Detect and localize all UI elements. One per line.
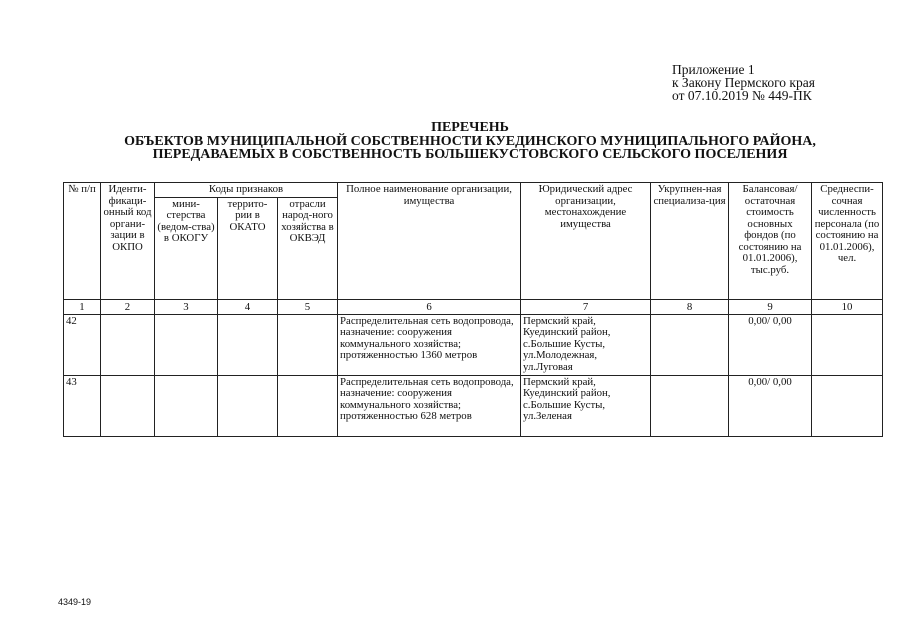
header-okpo: Иденти-фикаци-онный код органи-зации в ОКПО bbox=[101, 183, 155, 300]
column-number: 7 bbox=[521, 299, 651, 314]
column-number: 1 bbox=[64, 299, 101, 314]
column-number: 10 bbox=[812, 299, 883, 314]
row-okogu bbox=[155, 375, 218, 436]
row-staff bbox=[812, 375, 883, 436]
table-row bbox=[64, 314, 883, 375]
row-name: Распределительная сеть водопровода, назначение: сооружения коммунального хозяйства; протяженностью 1360 метров bbox=[338, 314, 521, 375]
header-row bbox=[64, 183, 883, 198]
row-okved bbox=[278, 314, 338, 375]
column-number-row bbox=[64, 299, 883, 314]
column-number: 6 bbox=[338, 299, 521, 314]
header-okato: террито-рии в ОКАТО bbox=[218, 197, 278, 299]
row-okved bbox=[278, 375, 338, 436]
header-codes-group: Коды признаков bbox=[155, 183, 338, 198]
title-line: ПЕРЕЧЕНЬ bbox=[431, 120, 509, 135]
header-num: № п/п bbox=[64, 183, 101, 300]
title-line: ОБЪЕКТОВ МУНИЦИПАЛЬНОЙ СОБСТВЕННОСТИ КУЕДИНСКОГО МУНИЦИПАЛЬНОГО РАЙОНА, bbox=[124, 133, 816, 149]
header-okved: отрасли народ-ного хозяйства в ОКВЭД bbox=[278, 197, 338, 299]
row-name: Распределительная сеть водопровода, назначение: сооружения коммунального хозяйства; протяженностью 628 метров bbox=[338, 375, 521, 436]
title-line: ПЕРЕДАВАЕМЫХ В СОБСТВЕННОСТЬ БОЛЬШЕКУСТОВСКОГО СЕЛЬСКОГО ПОСЕЛЕНИЯ bbox=[152, 147, 788, 162]
property-table bbox=[63, 182, 883, 437]
document-code: 4349-19 bbox=[58, 597, 92, 607]
column-number: 9 bbox=[729, 299, 812, 314]
column-number: 8 bbox=[651, 299, 729, 314]
column-number: 5 bbox=[278, 299, 338, 314]
table-row bbox=[64, 375, 883, 436]
row-specialization bbox=[651, 375, 729, 436]
row-okogu bbox=[155, 314, 218, 375]
row-okpo bbox=[101, 314, 155, 375]
document-title bbox=[60, 121, 880, 162]
row-okato bbox=[218, 314, 278, 375]
header-name: Полное наименование организации, имущества bbox=[338, 183, 521, 300]
column-number: 4 bbox=[218, 299, 278, 314]
row-okpo bbox=[101, 375, 155, 436]
row-balance: 0,00/ 0,00 bbox=[729, 375, 812, 436]
header-staff: Среднеспи-сочная численность персонала (по состоянию на 01.01.2006), чел. bbox=[812, 183, 883, 300]
row-balance: 0,00/ 0,00 bbox=[729, 314, 812, 375]
row-staff bbox=[812, 314, 883, 375]
header-okogu: мини-стерства (ведом-ства) в ОКОГУ bbox=[155, 197, 218, 299]
appendix-line: Приложение 1 bbox=[672, 62, 755, 77]
header-address: Юридический адрес организации, местонахождение имущества bbox=[521, 183, 651, 300]
row-address: Пермский край, Куединский район, с.Большие Кусты, ул.Зеленая bbox=[521, 375, 651, 436]
header-balance: Балансовая/ остаточная стоимость основных фондов (по состоянию на 01.01.2006), тыс.руб. bbox=[729, 183, 812, 300]
appendix-line: к Закону Пермского края bbox=[672, 75, 815, 90]
row-specialization bbox=[651, 314, 729, 375]
row-num: 43 bbox=[64, 375, 101, 436]
header-specialization: Укрупнен-ная специализа-ция bbox=[651, 183, 729, 300]
row-address: Пермский край, Куединский район, с.Большие Кусты, ул.Молодежная, ул.Луговая bbox=[521, 314, 651, 375]
row-num: 42 bbox=[64, 314, 101, 375]
column-number: 3 bbox=[155, 299, 218, 314]
column-number: 2 bbox=[101, 299, 155, 314]
appendix-note bbox=[672, 63, 815, 102]
appendix-line: от 07.10.2019 № 449-ПК bbox=[672, 88, 812, 103]
row-okato bbox=[218, 375, 278, 436]
